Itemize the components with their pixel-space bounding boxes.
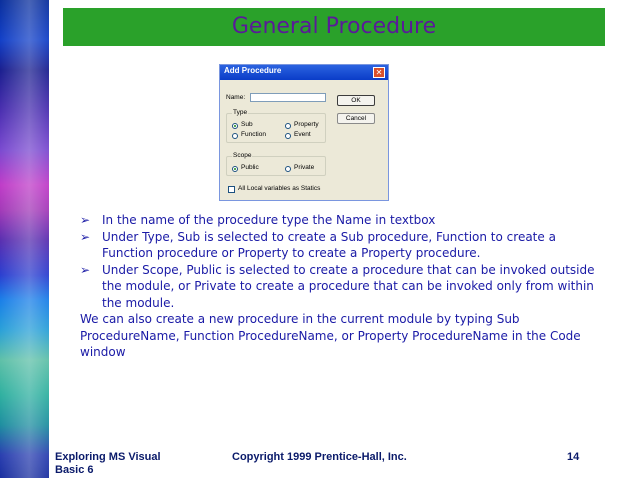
radio-private[interactable] [285,166,291,172]
radio-public[interactable] [232,166,238,172]
name-label: Name: [226,94,246,101]
statics-checkbox-label: All Local variables as Statics [238,185,321,192]
scope-group [226,152,326,176]
radio-event-label: Event [294,131,311,138]
name-input[interactable] [250,93,326,102]
stripe-sheen [0,0,49,478]
radio-property-label: Property [294,121,319,128]
bullet-text: In the name of the procedure type the Name in textbox [102,213,436,227]
body-paragraph: We can also create a new procedure in the current module by typing Sub ProcedureName, Function ProcedureName, or Property ProcedureName in the Code window [80,312,581,359]
slide-title: General Procedure [231,14,437,39]
slide-body [80,212,600,361]
bullet-item [80,229,600,262]
bullet-item [80,262,600,312]
dialog-titlebar [220,65,388,80]
footer-copyright: Copyright 1999 Prentice-Hall, Inc. [232,451,407,463]
type-group-title: Type [233,109,248,116]
radio-function[interactable] [232,133,238,139]
type-group [226,109,326,143]
footer-page-number: 14 [567,451,580,463]
scope-group-title: Scope [233,152,252,159]
dialog-title: Add Procedure [224,66,282,75]
ok-button[interactable]: OK [337,95,375,106]
add-procedure-dialog [219,64,389,201]
radio-event[interactable] [285,133,291,139]
arrow-bullet-icon: ➢ [80,213,91,227]
radio-sub-label: Sub [241,121,253,128]
arrow-bullet-icon: ➢ [80,262,91,277]
footer-course-title: Exploring MS Visual Basic 6 [55,451,161,476]
cancel-button[interactable]: Cancel [337,113,375,124]
radio-private-label: Private [294,164,315,171]
statics-checkbox[interactable] [228,186,235,193]
close-icon[interactable]: ✕ [373,67,385,78]
bullet-text: Under Type, Sub is selected to create a Sub procedure, Function to create a Function procedure or Property to create a Property procedure. [102,229,556,260]
radio-function-label: Function [241,131,266,138]
radio-public-label: Public [241,164,259,171]
bullet-item [80,212,600,229]
radio-sub[interactable] [232,123,238,129]
radio-property[interactable] [285,123,291,129]
arrow-bullet-icon: ➢ [80,229,91,244]
bullet-text: Under Scope, Public is selected to create a procedure that can be invoked outside the module, or Private to create a procedure that can be invoked only from within the module. [102,262,595,310]
